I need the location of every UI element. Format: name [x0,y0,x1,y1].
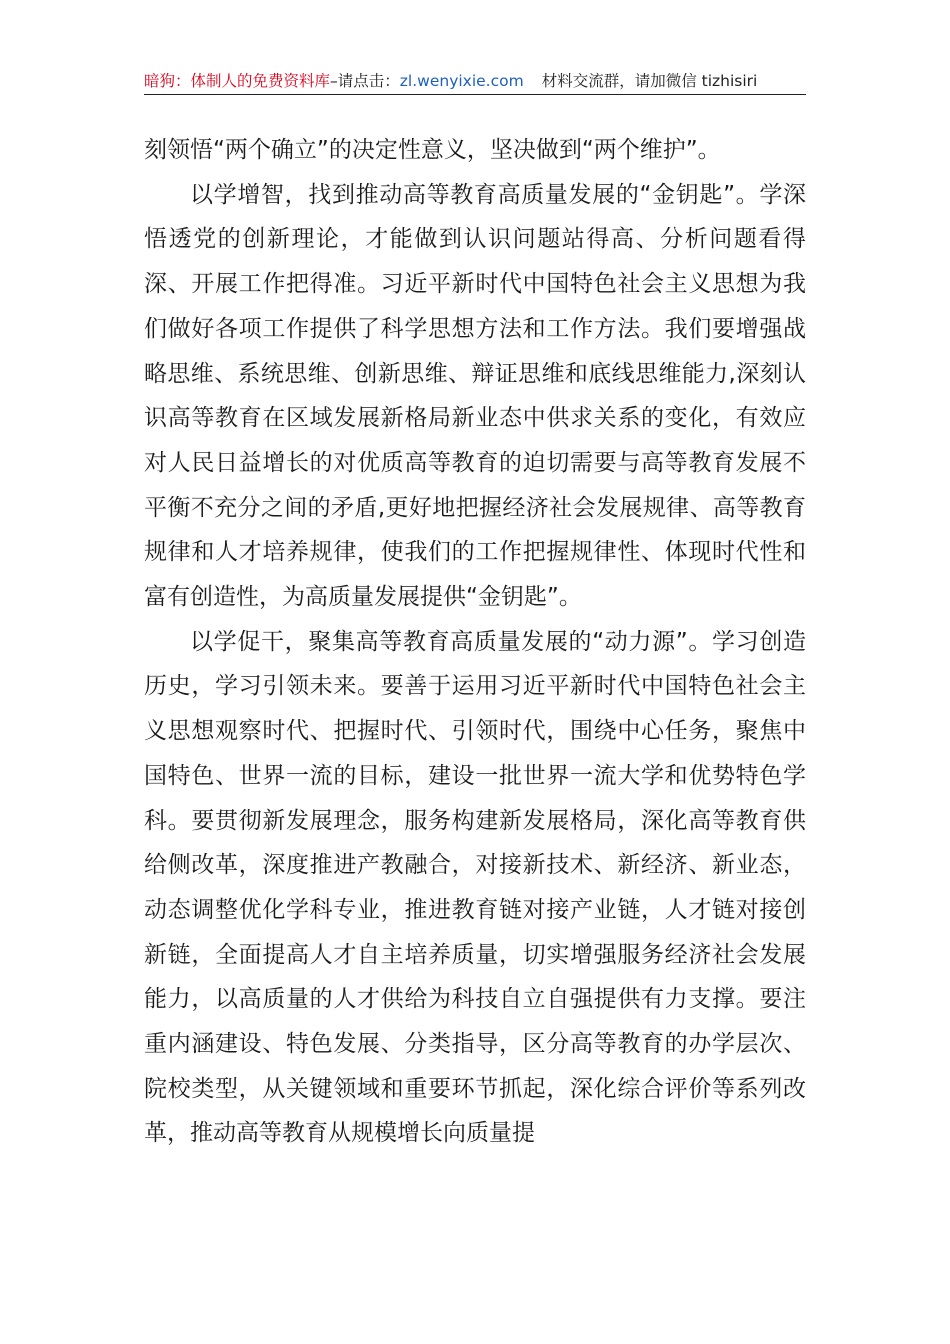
header-url-link[interactable]: zl.wenyixie.com [399,72,524,90]
paragraph-learning-action: 以学促干，聚集高等教育高质量发展的“动力源”。学习创造历史，学习引领未来。要善于运用习近平新时代中国特色社会主义思想观察时代、把握时代、引领时代，围绕中心任务，聚焦中国特色、世界一流的目标，建设一批世界一流大学和优势特色学科。要贯彻新发展理念，服务构建新发展格局，深化高等教育供给侧改革，深度推进产教融合，对接新技术、新经济、新业态，动态调整优化学科专业，推进教育链对接产业链，人才链对接创新链，全面提高人才自主培养质量，切实增强服务经济社会发展能力，以高质量的人才供给为科技自立自强提供有力支撑。要注重内涵建设、特色发展、分类指导，区分高等教育的办学层次、院校类型，从关键领域和重要环节抓起，深化综合评价等系列改革，推动高等教育从规模增长向质量提 [144,628,806,1147]
paragraph-learning-wisdom: 以学增智，找到推动高等教育高质量发展的“金钥匙”。学深悟透党的创新理论，才能做到认识问题站得高、分析问题看得深、开展工作把得准。习近平新时代中国特色社会主义思想为我们做好各项工作提供了科学思想方法和工作方法。我们要增强战略思维、系统思维、创新思维、辩证思维和底线思维能力,深刻认识高等教育在区域发展新格局新业态中供求关系的变化，有效应对人民日益增长的对优质高等教育的迫切需要与高等教育发展不平衡不充分之间的矛盾,更好地把握经济社会发展规律、高等教育规律和人才培养规律，使我们的工作把握规律性、体现时代性和富有创造性，为高质量发展提供“金钥匙”。 [144,181,806,611]
page-header [144,68,806,95]
paragraph-continuation: 刻领悟“两个确立”的决定性意义，坚决做到“两个维护”。 [144,137,721,163]
header-brand: 暗狗：体制人的免费资料库 [144,72,331,90]
header-prompt: –请点击： [330,72,400,90]
document-body [144,128,806,1156]
header-contact: 材料交流群，请加微信 tizhisiri [541,72,758,90]
